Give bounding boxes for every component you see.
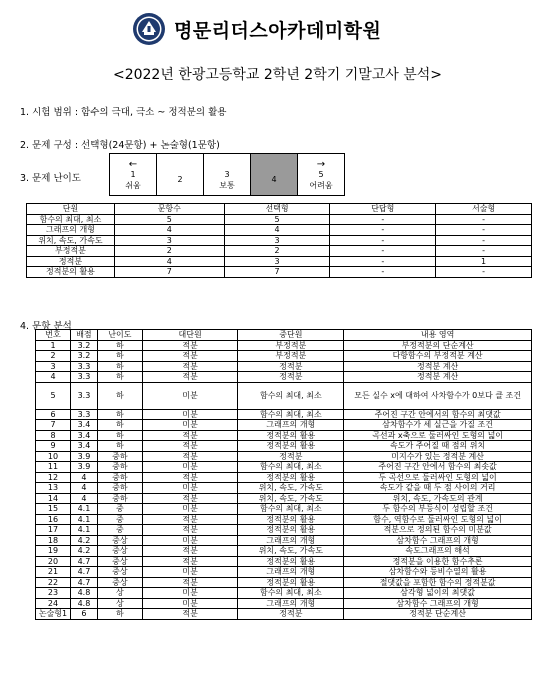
table-cell: 모든 실수 x에 대하여 사차함수가 0보다 클 조건: [344, 382, 532, 409]
table-cell: -: [436, 246, 532, 257]
table-cell: 23: [36, 588, 71, 599]
table-row: [36, 609, 532, 620]
table-cell: 정적분의 활용: [238, 441, 344, 452]
table-cell: 1: [36, 340, 71, 351]
table-cell: 그래프의 개형: [238, 567, 344, 578]
table-cell: 16: [36, 514, 71, 525]
table-cell: 4: [70, 472, 97, 483]
table-cell: 주어진 구간 안에서 함수의 최솟값: [344, 462, 532, 473]
difficulty-label: 어려움: [309, 180, 333, 190]
table-row: [36, 361, 532, 372]
table-cell: 2: [114, 246, 224, 257]
table-cell: 곡선과 x축으로 둘러싸인 도형의 넓이: [344, 430, 532, 441]
table-cell: 속도가 주어질 때 점의 위치: [344, 441, 532, 452]
table-row: [36, 483, 532, 494]
table-cell: 3.3: [70, 361, 97, 372]
table-cell: 정적분 계산: [344, 361, 532, 372]
table-cell: 4: [114, 225, 224, 236]
table-cell: 4: [224, 225, 330, 236]
table-cell: 적분: [142, 546, 238, 557]
table-row: [27, 267, 532, 278]
table-cell: 하: [97, 361, 142, 372]
table-cell: 삼각형 넓이의 최댓값: [344, 588, 532, 599]
column-header: 단답형: [330, 204, 436, 215]
table-cell: 적분: [142, 351, 238, 362]
table-cell: -: [330, 256, 436, 267]
table-cell: 적분: [142, 430, 238, 441]
table-cell: 하: [97, 609, 142, 620]
table-cell: 19: [36, 546, 71, 557]
table-cell: 하: [97, 351, 142, 362]
table-cell: 위치, 속도, 가속도의 관계: [344, 493, 532, 504]
table-cell: 4.8: [70, 598, 97, 609]
table-cell: -: [330, 246, 436, 257]
table-cell: 15: [36, 504, 71, 515]
table-cell: 논술형1: [36, 609, 71, 620]
table-cell: 하: [97, 340, 142, 351]
academy-logo-icon: [132, 12, 166, 46]
table-cell: 5: [224, 214, 330, 225]
table-cell: -: [436, 235, 532, 246]
table-cell: 정적분: [238, 451, 344, 462]
table-cell: 3.9: [70, 462, 97, 473]
table-cell: 적분: [142, 577, 238, 588]
table-cell: 10: [36, 451, 71, 462]
table-cell: 부정적분: [238, 340, 344, 351]
table-cell: 위치, 속도, 가속도: [27, 235, 115, 246]
table-cell: 적분: [142, 556, 238, 567]
table-cell: 4: [114, 256, 224, 267]
table-row: [36, 430, 532, 441]
table-cell: 24: [36, 598, 71, 609]
table-cell: 하: [97, 441, 142, 452]
column-header: 서술형: [436, 204, 532, 215]
table-cell: 미분: [142, 567, 238, 578]
table-cell: 3.3: [70, 382, 97, 409]
table-cell: 7: [36, 420, 71, 431]
table-cell: 4.1: [70, 514, 97, 525]
table-cell: 적분: [142, 372, 238, 383]
table-cell: 4.7: [70, 577, 97, 588]
table-cell: 하: [97, 372, 142, 383]
table-cell: 두 함수의 부등식이 성립할 조건: [344, 504, 532, 515]
table-cell: 적분: [142, 514, 238, 525]
table-cell: 3.3: [70, 409, 97, 420]
table-cell: 정적분: [238, 372, 344, 383]
table-cell: 5: [36, 382, 71, 409]
table-cell: 중상: [97, 535, 142, 546]
table-cell: 다항함수의 부정적분 계산: [344, 351, 532, 362]
page-title: <2022년 한광고등학교 2학년 2학기 기말고사 분석>: [112, 67, 443, 83]
table-row: [27, 225, 532, 236]
table-cell: 11: [36, 462, 71, 473]
table-cell: 3.2: [70, 340, 97, 351]
table-cell: 삼차함수와 등비수열의 활용: [344, 567, 532, 578]
table-cell: 그래프의 개형: [238, 598, 344, 609]
table-row: [36, 462, 532, 473]
table-cell: 하: [97, 430, 142, 441]
table-cell: 정적분 계산: [344, 372, 532, 383]
header: [0, 10, 555, 46]
table-cell: 위치, 속도, 가속도: [238, 493, 344, 504]
table-cell: 4: [70, 483, 97, 494]
difficulty-cell: [204, 154, 251, 196]
table-cell: 적분: [142, 361, 238, 372]
difficulty-cell: [251, 154, 298, 196]
analysis-heading: 4. 문항 분석: [20, 321, 72, 332]
arrow-slot: [204, 159, 250, 169]
table-cell: 부정적분: [238, 351, 344, 362]
table-cell: 3: [114, 235, 224, 246]
table-cell: 미지수가 있는 정적분 계산: [344, 451, 532, 462]
table-row: [36, 588, 532, 599]
table-row: [36, 382, 532, 409]
table-cell: 미분: [142, 483, 238, 494]
table-cell: -: [436, 267, 532, 278]
table-cell: 상: [97, 598, 142, 609]
table-row: [27, 214, 532, 225]
table-row: [36, 472, 532, 483]
table-cell: 5: [114, 214, 224, 225]
table-cell: 4.2: [70, 535, 97, 546]
table-cell: 그래프의 개형: [238, 535, 344, 546]
table-cell: 17: [36, 525, 71, 536]
table-cell: 3.4: [70, 441, 97, 452]
table-cell: 3.4: [70, 430, 97, 441]
exam-scope: 1. 시험 범위 : 함수의 극대, 극소 ~ 정적분의 활용: [20, 107, 227, 118]
table-cell: 중: [97, 504, 142, 515]
table-cell: 정적분의 활용: [27, 267, 115, 278]
table-cell: 적분: [142, 493, 238, 504]
table-cell: 중: [97, 514, 142, 525]
difficulty-label: 보통: [219, 180, 235, 190]
table-cell: 중: [97, 525, 142, 536]
table-row: [36, 598, 532, 609]
table-cell: 미분: [142, 535, 238, 546]
arrow-left-icon: ←: [128, 158, 138, 170]
difficulty-cell: [110, 154, 157, 196]
table-cell: 중상: [97, 567, 142, 578]
table-cell: 속도가 같을 때 두 점 사이의 거리: [344, 483, 532, 494]
table-cell: 함수의 최대, 최소: [238, 588, 344, 599]
table-row: [36, 556, 532, 567]
table-cell: 절댓값을 포함한 함수의 정적분값: [344, 577, 532, 588]
table-cell: 4.7: [70, 556, 97, 567]
table-cell: 정적분 단순계산: [344, 609, 532, 620]
table-cell: 4: [36, 372, 71, 383]
table-cell: 함수의 최대, 최소: [238, 409, 344, 420]
table-cell: 8: [36, 430, 71, 441]
table-cell: 18: [36, 535, 71, 546]
table-cell: 하: [97, 382, 142, 409]
table-cell: 삼차함수 그래프의 개형: [344, 598, 532, 609]
table-cell: 3: [224, 256, 330, 267]
table-cell: -: [330, 267, 436, 278]
table-cell: 함수, 역함수로 둘러싸인 도형의 넓이: [344, 514, 532, 525]
table-cell: 중하: [97, 451, 142, 462]
table-row: [36, 546, 532, 557]
difficulty-cell: [298, 154, 345, 196]
table-cell: 7: [114, 267, 224, 278]
table-cell: 함수의 최대, 최소: [27, 214, 115, 225]
table-cell: 미분: [142, 382, 238, 409]
table-cell: 함수의 최대, 최소: [238, 462, 344, 473]
table-cell: -: [330, 214, 436, 225]
column-header: 번호: [36, 330, 71, 341]
difficulty-scale: [109, 153, 345, 196]
difficulty-heading: 3. 문제 난이도: [20, 173, 81, 184]
table-row: [27, 235, 532, 246]
table-cell: 정적분의 활용: [238, 556, 344, 567]
column-header: 단원: [27, 204, 115, 215]
column-header: 대단원: [142, 330, 238, 341]
table-cell: 2: [224, 246, 330, 257]
table-cell: 주어진 구간 안에서의 함수의 최댓값: [344, 409, 532, 420]
table-cell: 4.2: [70, 546, 97, 557]
table-cell: 적분: [142, 472, 238, 483]
table-cell: 3.4: [70, 420, 97, 431]
column-header: 중단원: [238, 330, 344, 341]
table-cell: 중상: [97, 556, 142, 567]
table-cell: 4.1: [70, 525, 97, 536]
table-row: [36, 577, 532, 588]
table-cell: 6: [36, 409, 71, 420]
table-cell: 2: [36, 351, 71, 362]
table-cell: 중하: [97, 462, 142, 473]
table-cell: 미분: [142, 504, 238, 515]
table-row: [36, 340, 532, 351]
table-cell: 부정적분의 단순계산: [344, 340, 532, 351]
table-cell: 4.7: [70, 567, 97, 578]
table-row: [36, 420, 532, 431]
analysis-table: [35, 329, 532, 620]
table-cell: 정적분을 이용한 함수추론: [344, 556, 532, 567]
table-cell: 정적분: [27, 256, 115, 267]
table-cell: 두 곡선으로 둘러싸인 도형의 넓이: [344, 472, 532, 483]
column-header: 선택형: [224, 204, 330, 215]
column-header: 배점: [70, 330, 97, 341]
table-cell: 미분: [142, 462, 238, 473]
table-row: [27, 256, 532, 267]
table-cell: 3: [224, 235, 330, 246]
table-cell: 3.3: [70, 372, 97, 383]
table-cell: 정적분의 활용: [238, 514, 344, 525]
table-cell: 21: [36, 567, 71, 578]
table-row: [36, 441, 532, 452]
table-cell: 14: [36, 493, 71, 504]
difficulty-cell: [157, 154, 204, 196]
table-cell: 정적분의 활용: [238, 577, 344, 588]
table-row: [36, 351, 532, 362]
table-row: [36, 451, 532, 462]
table-cell: 4.1: [70, 504, 97, 515]
table-row: [36, 409, 532, 420]
table-cell: 7: [224, 267, 330, 278]
difficulty-level: 5: [318, 169, 324, 179]
table-cell: 20: [36, 556, 71, 567]
arrow-slot: [251, 164, 297, 174]
table-cell: 정적분: [238, 609, 344, 620]
table-cell: 하: [97, 409, 142, 420]
academy-name: 명문리더스아카데미학원: [174, 20, 382, 42]
table-cell: 위치, 속도, 가속도: [238, 546, 344, 557]
column-header: 문항수: [114, 204, 224, 215]
table-cell: 부정적분: [27, 246, 115, 257]
table-cell: 미분: [142, 420, 238, 431]
table-cell: -: [330, 235, 436, 246]
table-cell: 4: [70, 493, 97, 504]
table-cell: 적분: [142, 441, 238, 452]
arrow-slot: [157, 164, 203, 174]
table-row: [36, 567, 532, 578]
table-cell: 4.8: [70, 588, 97, 599]
table-cell: 정적분의 활용: [238, 472, 344, 483]
table-cell: 위치, 속도, 가속도: [238, 483, 344, 494]
table-cell: -: [436, 214, 532, 225]
column-header: 난이도: [97, 330, 142, 341]
table-cell: 1: [436, 256, 532, 267]
table-cell: 6: [70, 609, 97, 620]
table-cell: 중하: [97, 483, 142, 494]
table-row: [27, 246, 532, 257]
table-cell: 정적분의 활용: [238, 430, 344, 441]
table-cell: 적분: [142, 451, 238, 462]
table-cell: 22: [36, 577, 71, 588]
table-cell: 적분: [142, 609, 238, 620]
table-cell: 12: [36, 472, 71, 483]
table-cell: 함수의 최대, 최소: [238, 382, 344, 409]
table-cell: 속도그래프의 해석: [344, 546, 532, 557]
arrow-right-icon: →: [316, 158, 326, 170]
table-cell: 삼차함수가 세 실근을 가질 조건: [344, 420, 532, 431]
column-header: 내용 영역: [344, 330, 532, 341]
table-cell: 3: [36, 361, 71, 372]
table-cell: 중하: [97, 472, 142, 483]
table-cell: 13: [36, 483, 71, 494]
table-cell: 미분: [142, 588, 238, 599]
table-cell: -: [330, 225, 436, 236]
table-cell: 정적분: [238, 361, 344, 372]
table-cell: 적분: [142, 340, 238, 351]
table-cell: 중하: [97, 493, 142, 504]
table-cell: 적분으로 정의된 함수의 미분값: [344, 525, 532, 536]
table-row: [36, 514, 532, 525]
table-row: [36, 525, 532, 536]
table-cell: 삼차함수 그래프의 개형: [344, 535, 532, 546]
table-cell: 미분: [142, 598, 238, 609]
table-cell: 상: [97, 588, 142, 599]
table-cell: 그래프의 개형: [27, 225, 115, 236]
table-cell: 함수의 최대, 최소: [238, 504, 344, 515]
table-cell: -: [436, 225, 532, 236]
table-cell: 미분: [142, 409, 238, 420]
unit-table: [26, 203, 532, 278]
table-row: [36, 493, 532, 504]
table-row: [36, 372, 532, 383]
table-cell: 3.9: [70, 451, 97, 462]
table-cell: 정적분의 활용: [238, 525, 344, 536]
difficulty-label: 쉬움: [125, 180, 141, 190]
table-cell: 그래프의 개형: [238, 420, 344, 431]
table-row: [36, 535, 532, 546]
difficulty-level: 2: [177, 175, 183, 184]
table-cell: 하: [97, 420, 142, 431]
difficulty-level: 4: [271, 175, 277, 184]
table-cell: 중상: [97, 577, 142, 588]
question-composition: 2. 문제 구성 : 선택형(24문항) + 논술형(1문항): [20, 140, 220, 151]
table-cell: 중상: [97, 546, 142, 557]
table-row: [36, 504, 532, 515]
table-cell: 적분: [142, 525, 238, 536]
difficulty-level: 3: [224, 169, 230, 179]
difficulty-level: 1: [130, 169, 136, 179]
table-cell: 9: [36, 441, 71, 452]
table-cell: 3.2: [70, 351, 97, 362]
